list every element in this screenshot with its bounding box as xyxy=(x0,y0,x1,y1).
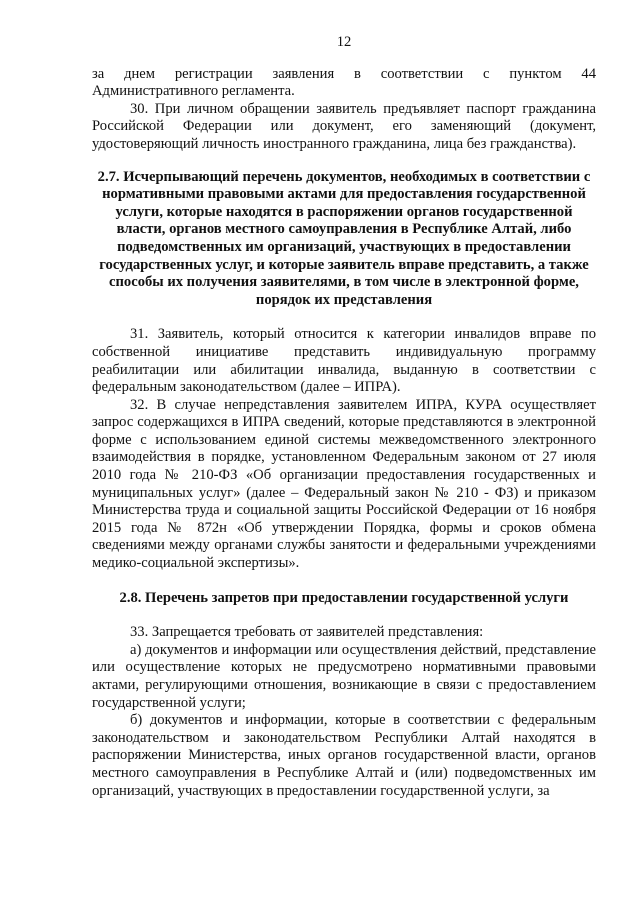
paragraph-continuation: за днем регистрации заявления в соответствии с пунктом 44 Административного регламента. xyxy=(92,65,596,100)
document-page xyxy=(92,34,596,800)
paragraph-33-b: б) документов и информации, которые в соответствии с федеральным законодательством и законодательством Республики Алтай находятся в распоряжении Министерства, иных органов государственной власти, органов местного самоуправления в Республике Алтай и (или) подведомственных им организаций, участвующих в предоставлении государственной услуги, за xyxy=(92,712,596,799)
paragraph-33: 33. Запрещается требовать от заявителей представления: xyxy=(130,624,484,641)
paragraph-33-a: а) документов и информации или осуществления действий, представление или осуществление которых не предусмотрено нормативными правовыми актами, регулирующими отношения, возникающие в связи с предоставлением государственной услуги; xyxy=(92,641,596,711)
section-heading-2-7: 2.7. Исчерпывающий перечень документов, необходимых в соответствии с нормативными правовыми актами для предоставления государственной услуги, которые находятся в распоряжении органов государственной власти, органов местного самоуправления в Республике Алтай, либо подведомственных им организаций, участвующих в предоставлении государственных услуг, и которые заявитель вправе представить, а также способы их получения заявителями, в том числе в электронной форме, порядок их представления xyxy=(97,168,591,308)
paragraph-32: 32. В случае непредставления заявителем ИПРА, КУРА осуществляет запрос содержащихся в ИПРА сведений, которые представляются в электронной форме с использованием единой системы межведомственного электронного взаимодействия в порядке, установленном Федеральным законом от 27 июля 2010 года № 210-ФЗ «Об организации предоставления государственных и муниципальных услуг» (далее – Федеральный закон № 210 - ФЗ) и приказом Министерства труда и социальной защиты Российской Федерации от 16 ноября 2015 года № 872н «Об утверждении Порядка, формы и сроков обмена сведениями между органами службы занятости и федеральными учреждениями медико-социальной экспертизы». xyxy=(92,396,596,572)
section-heading-2-8: 2.8. Перечень запретов при предоставлении государственной услуги xyxy=(119,589,569,606)
page-number: 12 xyxy=(336,34,352,50)
paragraph-31: 31. Заявитель, который относится к категории инвалидов вправе по собственной инициативе представить индивидуальную программу реабилитации или абилитации инвалида, выданную в соответствии с федеральным законодательством (далее – ИПРА). xyxy=(92,326,596,396)
paragraph-30: 30. При личном обращении заявитель предъявляет паспорт гражданина Российской Федерации или документ, его заменяющий (документ, удостоверяющий личность иностранного гражданина, лица без гражданства). xyxy=(92,100,596,152)
